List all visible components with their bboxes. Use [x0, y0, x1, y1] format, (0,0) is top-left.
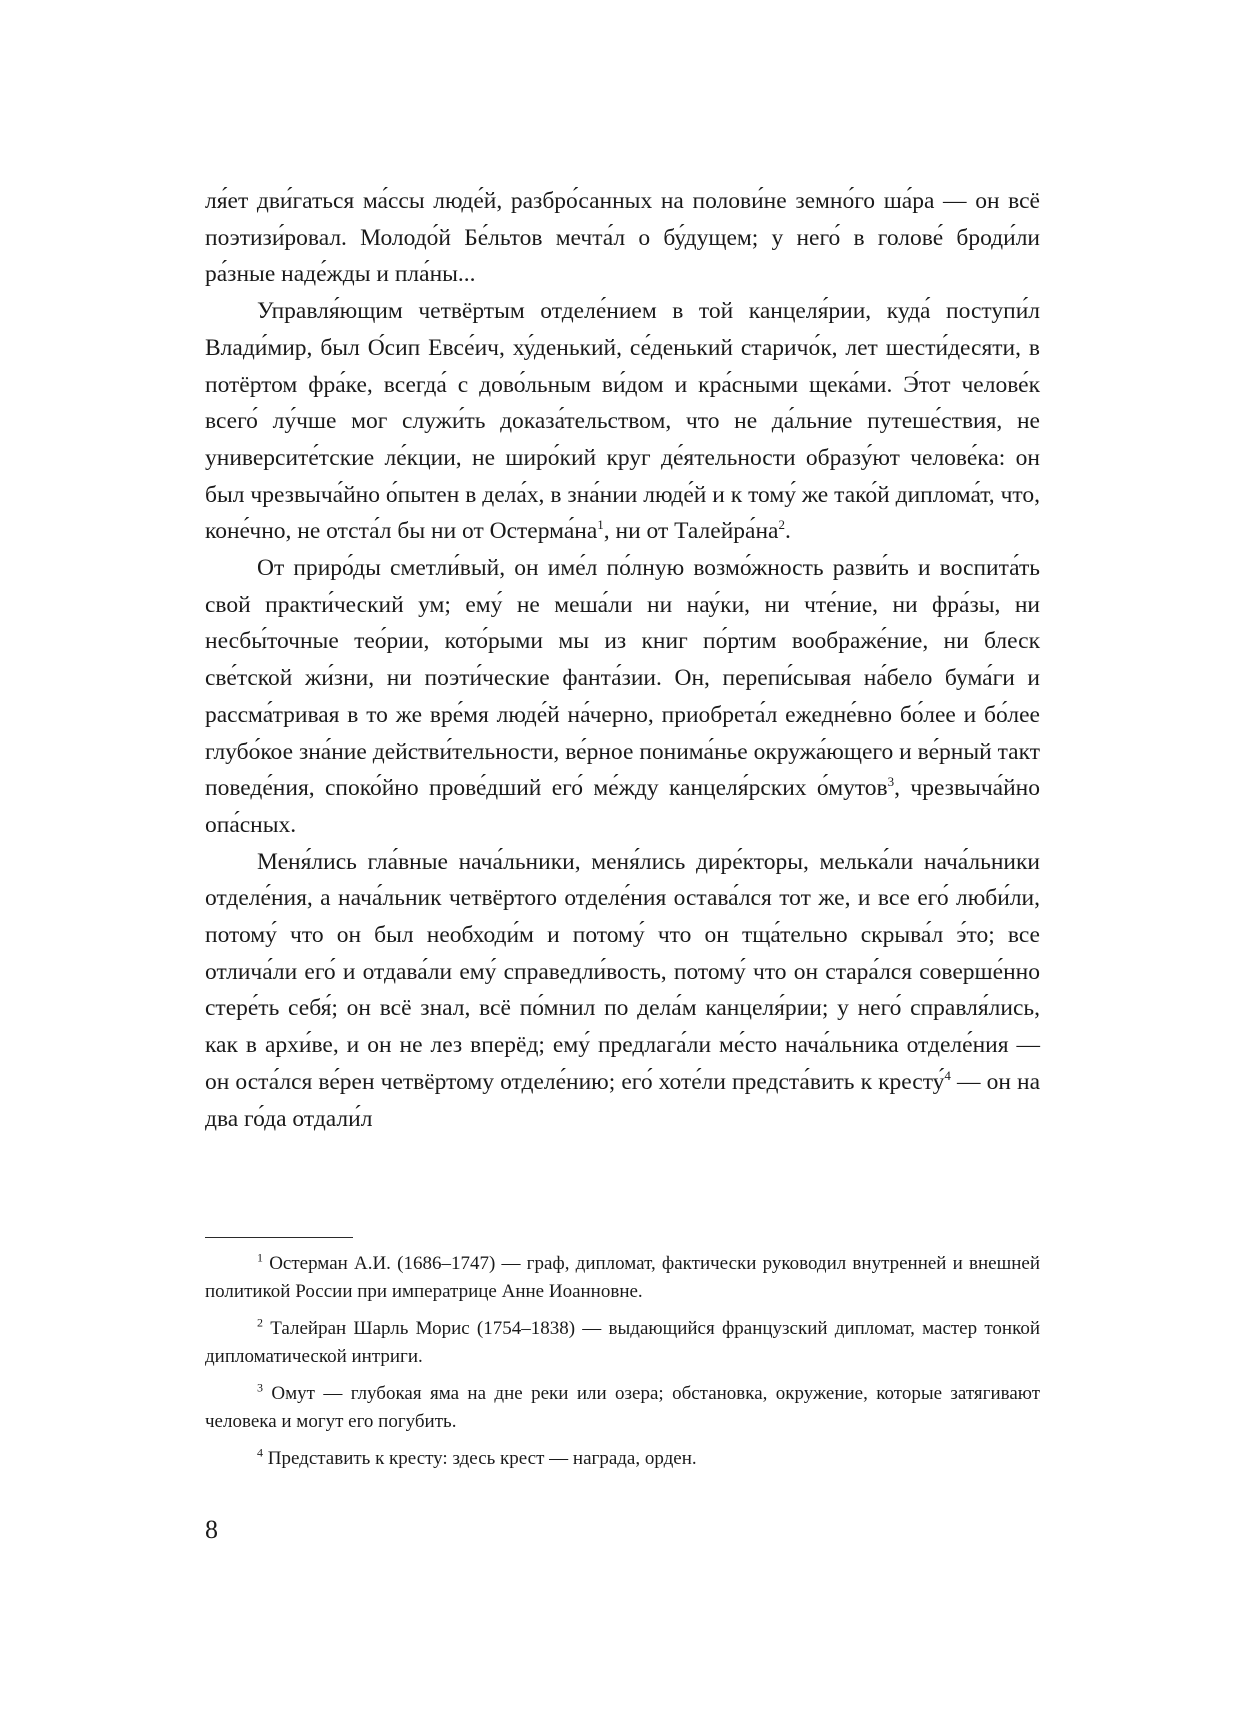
footnote-2 — [205, 1315, 1040, 1371]
paragraph-4 — [205, 844, 1040, 1138]
paragraph-2-end: . — [784, 518, 791, 545]
footnote-text: Талейран Шарль Морис (1754–1838) — выдающийся французский дипломат, мастер тонкой дипломатической интриги. — [205, 1318, 1041, 1367]
footnote-1 — [205, 1250, 1040, 1306]
page-number: 8 — [205, 1515, 218, 1544]
paragraph-1: ля́ет дви́гаться ма́ссы люде́й, разбро́санных на полови́не земно́го ша́ра — он всё поэтизи́ровал. Молодо́й Бе́льтов мечта́л о бу́дущем; у него́ в голове́ броди́ли ра́зные наде́жды и пла́ны... — [205, 188, 1040, 288]
footnote-ref-1: 1 — [597, 517, 604, 533]
paragraph-3-end: , чрезвыча́йно опа́сных. — [205, 775, 1040, 838]
footnote-3 — [205, 1380, 1040, 1436]
paragraph-3 — [205, 550, 1040, 844]
paragraph-4-text: Меня́лись гла́вные нача́льники, меня́лись дире́кторы, мелька́ли нача́льники отделе́ния, а нача́льник четвёртого отделе́ния остава́лся тот же, и все его́ люби́ли, потому́ что он был необходи́м и потому́ что он тща́тельно скрыва́л э́то; все отлича́ли его́ и отдава́ли ему́ справедли́вость, потому́ что он стара́лся соверше́нно стере́ть себя́; он всё знал, всё по́мнил по дела́м канцеля́рии; у него́ справля́лись, как в архи́ве, и он не лез вперёд; ему́ предлага́ли ме́сто нача́льника отделе́ния — он оста́лся ве́рен четвёртому отделе́нию; его́ хоте́ли предста́вить к кресту́ — [205, 848, 1040, 1095]
main-text — [205, 183, 1040, 1137]
footnote-text: Представить к кресту: здесь крест — награда, орден. — [267, 1448, 697, 1469]
footnote-text: Омут — глубокая яма на дне реки или озера; обстановка, окружение, которые затягивают человека и могут его погубить. — [205, 1383, 1041, 1432]
footnote-number: 4 — [257, 1445, 263, 1460]
footnote-ref-2: 2 — [778, 517, 785, 533]
paragraph-2-text: Управля́ющим четвёртым отделе́нием в той канцеля́рии, куда́ поступи́л Влади́мир, был О́сип Евсе́ич, ху́денький, се́денький старичо́к, лет шести́десяти, в потёртом фра́ке, всегда́ с дово́льным ви́дом и кра́сными щека́ми. Э́тот челове́к всего́ лу́чше мог служи́ть доказа́тельством, что не да́льние путеше́ствия, не университе́тские ле́кции, не широ́кий круг де́ятельности образу́ют челове́ка: он был чрезвыча́йно о́пытен в дела́х, в зна́нии люде́й и к тому́ же тако́й диплома́т, что, коне́чно, не отста́л бы ни от Остерма́на — [205, 298, 1040, 545]
footnote-number: 2 — [257, 1315, 263, 1330]
paragraph-2-mid: , ни от Талейра́на — [603, 518, 779, 545]
footnote-ref-3: 3 — [887, 774, 895, 790]
footnote-4 — [205, 1445, 1040, 1473]
footnote-number: 3 — [257, 1380, 263, 1395]
footnote-ref-4: 4 — [944, 1068, 951, 1084]
paragraph-2 — [205, 293, 1040, 550]
footnote-number: 1 — [257, 1250, 263, 1265]
footnotes — [205, 1250, 1040, 1482]
footnote-divider — [205, 1237, 353, 1238]
footnote-text: Остерман А.И. (1686–1747) — граф, дипломат, фактически руководил внутренней и внешней политикой России при императрице Анне Иоанновне. — [205, 1253, 1040, 1302]
paragraph-3-text: От приро́ды сметли́вый, он име́л по́лную возмо́жность разви́ть и воспита́ть свой практи́ческий ум; ему́ не меша́ли ни нау́ки, ни чте́ние, ни фра́зы, ни несбы́точные тео́рии, кото́рыми мы из книг по́ртим воображе́ние, ни блеск све́тской жи́зни, ни поэти́ческие фанта́зии. Он, перепи́сывая на́бело бума́ги и рассма́тривая в то же вре́мя люде́й на́черно, приобрета́л ежедне́вно бо́лее и бо́лее глубо́кое зна́ние действи́тельности, ве́рное понима́нье окружа́ющего и ве́рный такт поведе́ния, споко́йно прове́дший его́ ме́жду канцеля́рских о́мутов — [205, 555, 1040, 802]
paragraph-4-end: — он на два го́да отдали́л — [205, 1068, 1040, 1132]
